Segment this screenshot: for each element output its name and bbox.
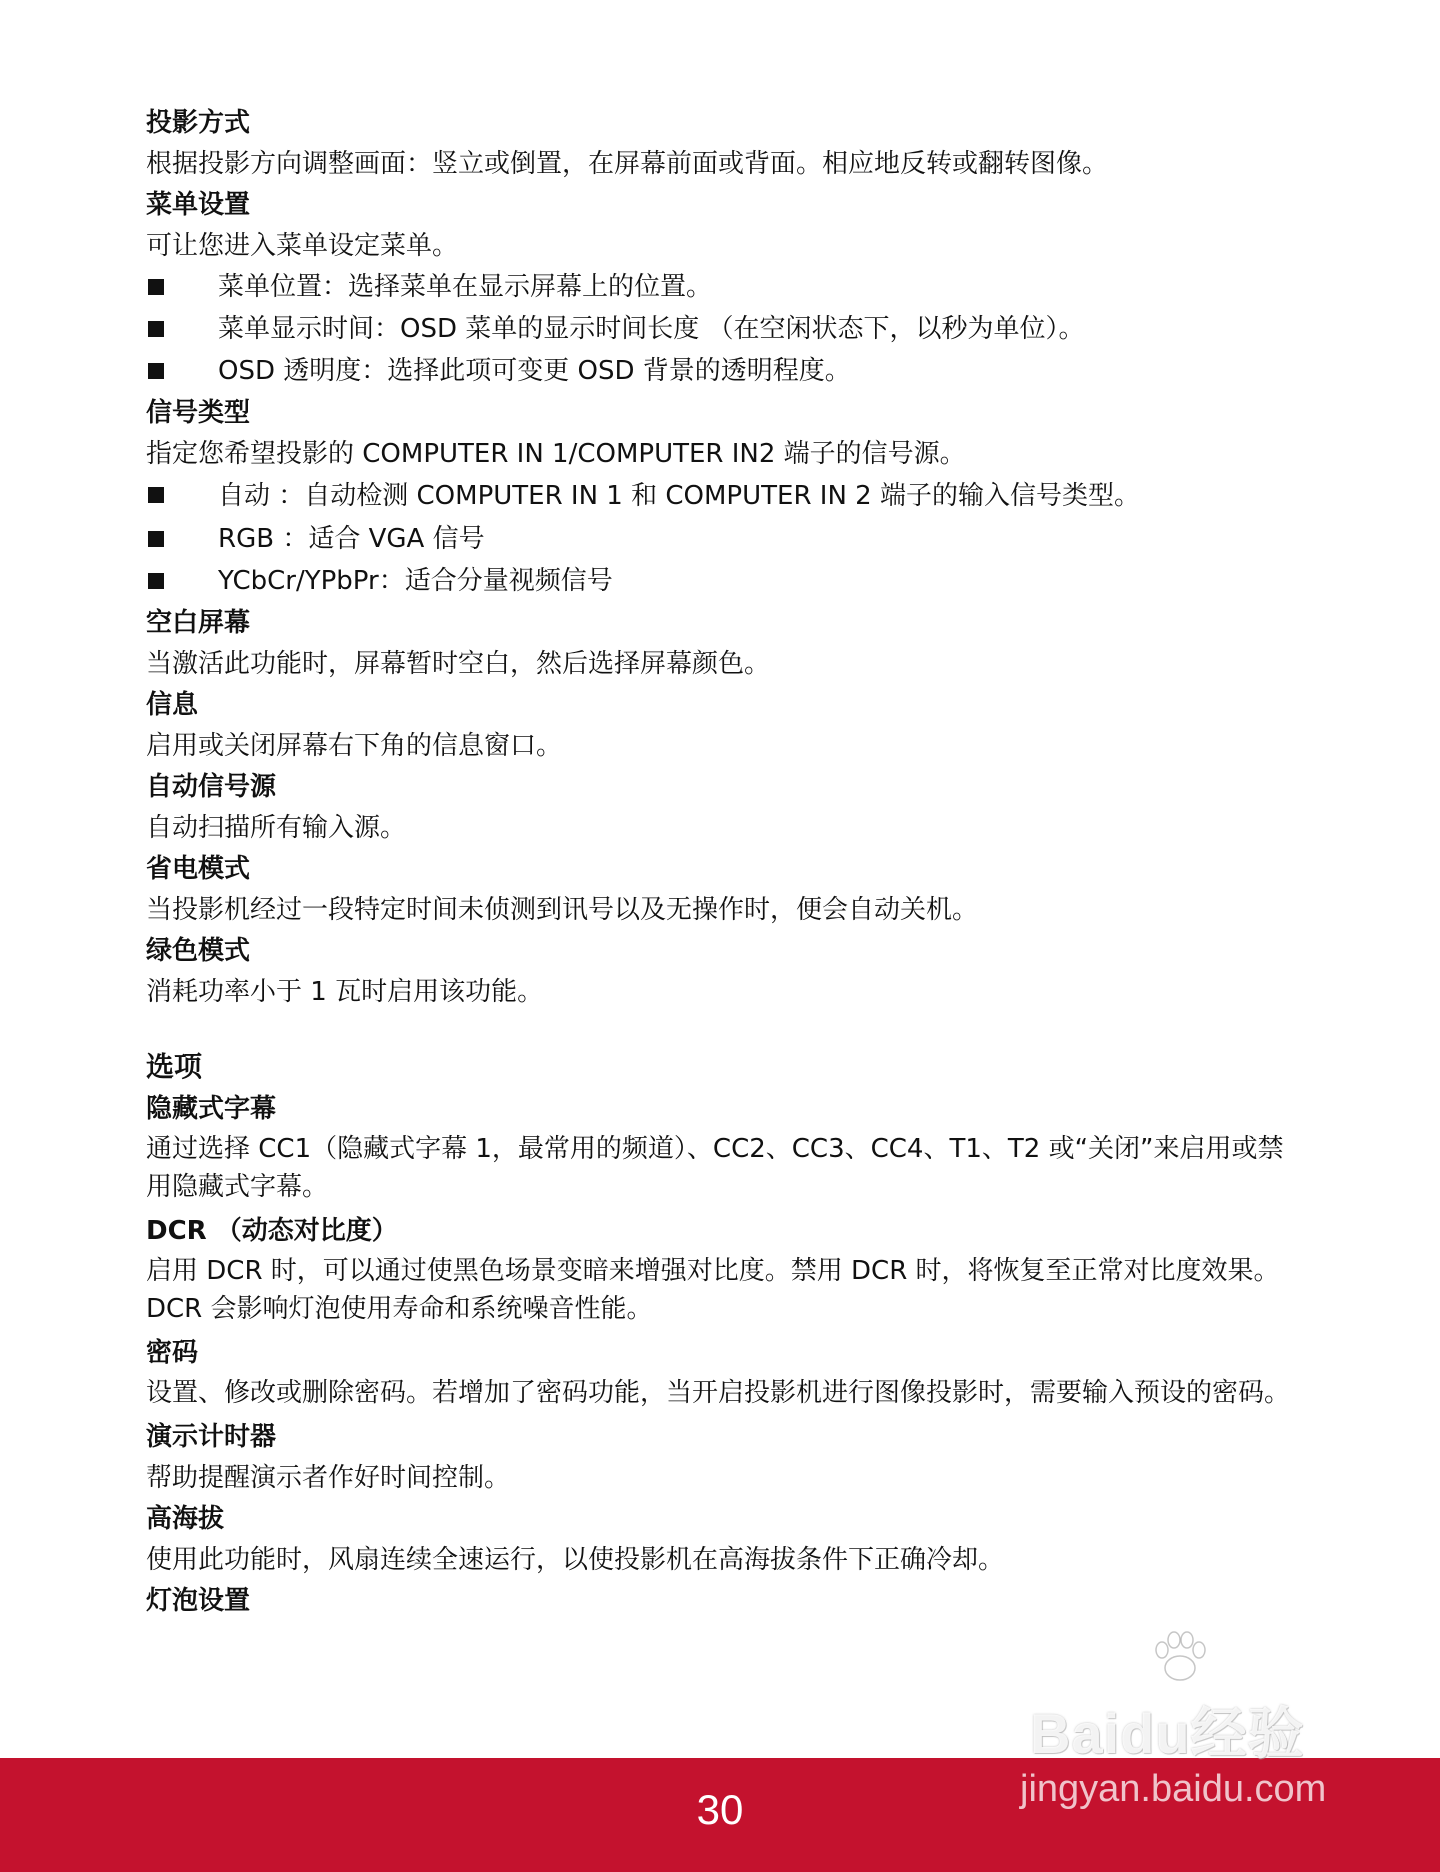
text-signal-type: 指定您希望投影的 COMPUTER IN 1/COMPUTER IN2 端子的信号源。 (146, 439, 966, 469)
heading-green-mode: 绿色模式 (146, 936, 251, 966)
list-item-text: YCbCr/YPbPr：适合分量视频信号 (218, 566, 613, 596)
heading-dcr: DCR （动态对比度） (146, 1216, 398, 1246)
list-item (146, 560, 1296, 602)
text-password: 设置、修改或删除密码。若增加了密码功能，当开启投影机进行图像投影时，需要输入预设的密码。 (146, 1378, 1291, 1408)
text-closed-caption: 通过选择 CC1（隐藏式字幕 1，最常用的频道）、CC2、CC3、CC4、T1、T2 或“关闭”来启用或禁用隐藏式字幕。 (146, 1134, 1284, 1202)
page-number: 30 (696, 1786, 744, 1833)
text-presentation-timer: 帮助提醒演示者作好时间控制。 (146, 1463, 511, 1493)
heading-information: 信息 (146, 690, 199, 720)
text-green-mode: 消耗功率小于 1 瓦时启用该功能。 (146, 977, 544, 1007)
list-item-text: 菜单显示时间：OSD 菜单的显示时间长度 （在空闲状态下，以秒为单位）。 (218, 314, 1085, 344)
watermark-url: jingyan.baidu.com (1020, 1768, 1327, 1810)
heading-blank-screen: 空白屏幕 (146, 608, 251, 638)
bullet-square-icon (148, 573, 164, 589)
heading-power-saving: 省电模式 (146, 854, 251, 884)
bullet-square-icon (148, 279, 164, 295)
heading-menu-settings: 菜单设置 (146, 190, 251, 220)
heading-projection-mode: 投影方式 (146, 108, 251, 138)
text-high-altitude: 使用此功能时，风扇连续全速运行，以使投影机在高海拔条件下正确冷却。 (146, 1545, 1005, 1575)
heading-options: 选项 (146, 1050, 203, 1083)
list-item (146, 474, 1296, 518)
watermark-logo: Baidu经验 (1030, 1702, 1305, 1765)
list-item-text: 自动 ：自动检测 COMPUTER IN 1 和 COMPUTER IN 2 端子的输入信号类型。 (218, 481, 1140, 511)
heading-signal-type: 信号类型 (146, 398, 251, 428)
heading-auto-source: 自动信号源 (146, 772, 277, 802)
list-item (146, 518, 1296, 560)
heading-closed-caption: 隐藏式字幕 (146, 1094, 277, 1124)
bullet-square-icon (148, 531, 164, 547)
list-item-text: 菜单位置：选择菜单在显示屏幕上的位置。 (218, 272, 713, 302)
text-projection-mode: 根据投影方向调整画面：竖立或倒置，在屏幕前面或背面。相应地反转或翻转图像。 (146, 149, 1109, 179)
list-item (146, 266, 1296, 308)
text-information: 启用或关闭屏幕右下角的信息窗口。 (146, 731, 563, 761)
text-power-saving: 当投影机经过一段特定时间未侦测到讯号以及无操作时，便会自动关机。 (146, 895, 979, 925)
heading-presentation-timer: 演示计时器 (146, 1422, 277, 1452)
heading-password: 密码 (146, 1338, 199, 1368)
heading-lamp-settings: 灯泡设置 (146, 1586, 251, 1616)
list-item-text: RGB ：适合 VGA 信号 (218, 524, 485, 554)
text-auto-source: 自动扫描所有输入源。 (146, 813, 407, 843)
list-item (146, 350, 1296, 392)
list-item-text: OSD 透明度：选择此项可变更 OSD 背景的透明程度。 (218, 356, 851, 386)
bullet-square-icon (148, 487, 164, 503)
text-blank-screen: 当激活此功能时，屏幕暂时空白，然后选择屏幕颜色。 (146, 649, 771, 679)
text-dcr: 启用 DCR 时，可以通过使黑色场景变暗来增强对比度。禁用 DCR 时，将恢复至正常对比度效果。 DCR 会影响灯泡使用寿命和系统噪音性能。 (146, 1256, 1280, 1324)
bullet-square-icon (148, 321, 164, 337)
list-item (146, 308, 1296, 350)
text-menu-settings: 可让您进入菜单设定菜单。 (146, 231, 459, 261)
paw-icon (1150, 1628, 1210, 1688)
bullet-square-icon (148, 363, 164, 379)
heading-high-altitude: 高海拔 (146, 1504, 225, 1534)
page-content (146, 102, 1296, 1622)
